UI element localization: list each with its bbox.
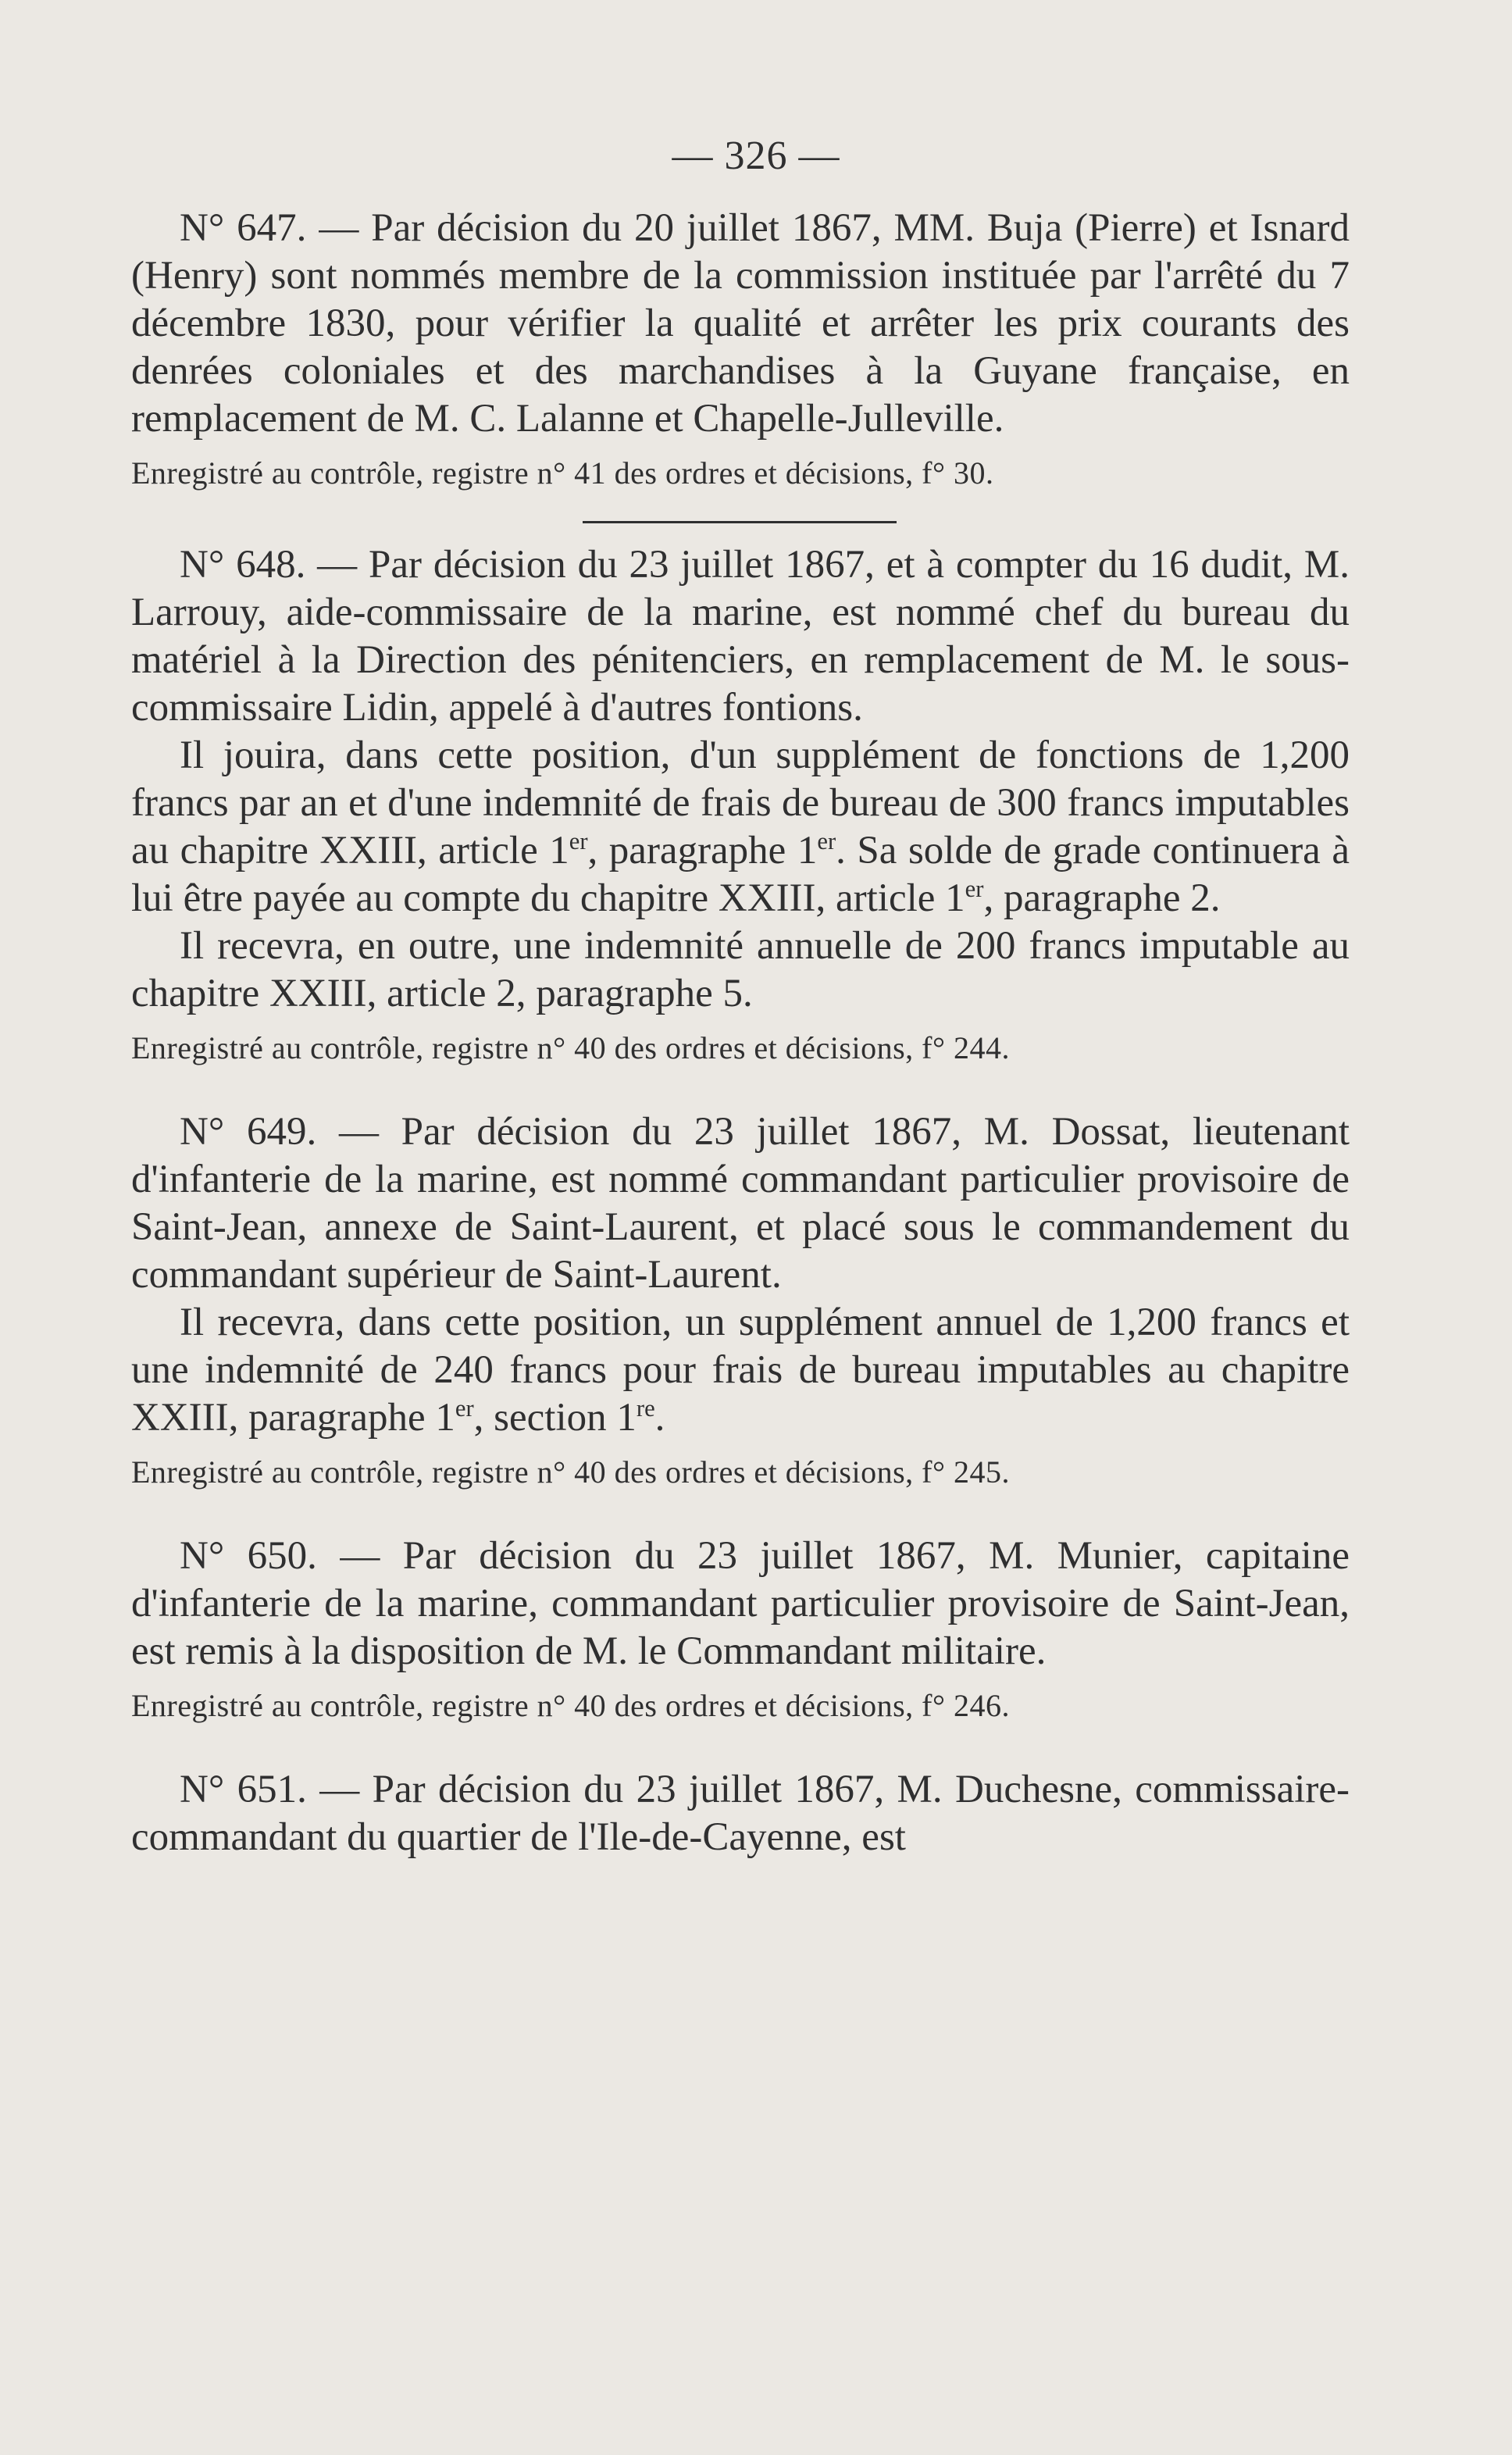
entry-649 — [131, 1108, 1350, 1492]
horizontal-rule — [583, 521, 897, 523]
entry-paragraph: N° 651. — Par décision du 23 juillet 1867, M. Duchesne, commissaire-commandant du quartier de l'Ile-de-Cayenne, est — [131, 1768, 1350, 1859]
entry-spacer — [131, 1492, 1350, 1533]
entry-spacer — [131, 1725, 1350, 1766]
entry-spacer — [131, 1068, 1350, 1108]
page-number: — 326 — — [672, 134, 840, 178]
registration-note: Enregistré au contrôle, registre n° 40 des ordres et décisions, f° 246. — [131, 1688, 1010, 1723]
section-divider — [131, 493, 1350, 541]
entry-paragraph: Il jouira, dans cette position, d'un supplément de fonctions de 1,200 francs par an et d'une indemnité de frais de bureau de 300 francs imputables au chapitre XXIII, article 1er, paragraphe 1er. Sa solde de grade continuera à lui être payée au compte du chapitre XXIII, article 1er, paragraphe 2. — [131, 733, 1350, 920]
entry-paragraph: N° 647. — Par décision du 20 juillet 1867, MM. Buja (Pierre) et Isnard (Henry) sont nommés membre de la commission instituée par l'arrêté du 7 décembre 1830, pour vérifier la qualité et arrêter les prix courants des denrées coloniales et des marchandises à la Guyane française, en remplacement de M. C. Lalanne et Chapelle-Julleville. — [131, 206, 1350, 441]
entry-paragraph: N° 650. — Par décision du 23 juillet 1867, M. Munier, capitaine d'infanterie de la marine, commandant particulier provisoire de Saint-Jean, est remis à la disposition de M. le Commandant militaire. — [131, 1534, 1350, 1673]
entry-651 — [131, 1766, 1350, 1861]
entry-paragraph: Il recevra, dans cette position, un supplément annuel de 1,200 francs et une indemnité de 240 francs pour frais de bureau imputables au chapitre XXIII, paragraphe 1er, section 1re. — [131, 1301, 1350, 1440]
registration-note: Enregistré au contrôle, registre n° 41 des ordres et décisions, f° 30. — [131, 455, 994, 491]
page-content — [131, 205, 1350, 1861]
entry-paragraph: Il recevra, en outre, une indemnité annuelle de 200 francs imputable au chapitre XXIII, article 2, paragraphe 5. — [131, 924, 1350, 1015]
entry-paragraph: N° 649. — Par décision du 23 juillet 1867, M. Dossat, lieutenant d'infanterie de la marine, est nommé commandant particulier provisoire de Saint-Jean, annexe de Saint-Laurent, et placé sous le commandement du commandant supérieur de Saint-Laurent. — [131, 1110, 1350, 1297]
registration-note: Enregistré au contrôle, registre n° 40 des ordres et décisions, f° 244. — [131, 1030, 1010, 1065]
entry-648 — [131, 541, 1350, 1068]
entry-647 — [131, 205, 1350, 493]
registration-note: Enregistré au contrôle, registre n° 40 des ordres et décisions, f° 245. — [131, 1454, 1010, 1490]
entry-650 — [131, 1533, 1350, 1725]
entry-paragraph: N° 648. — Par décision du 23 juillet 1867, et à compter du 16 dudit, M. Larrouy, aide-commissaire de la marine, est nommé chef du bureau du matériel à la Direction des pénitenciers, en remplacement de M. le sous-commissaire Lidin, appelé à d'autres fontions. — [131, 543, 1350, 730]
